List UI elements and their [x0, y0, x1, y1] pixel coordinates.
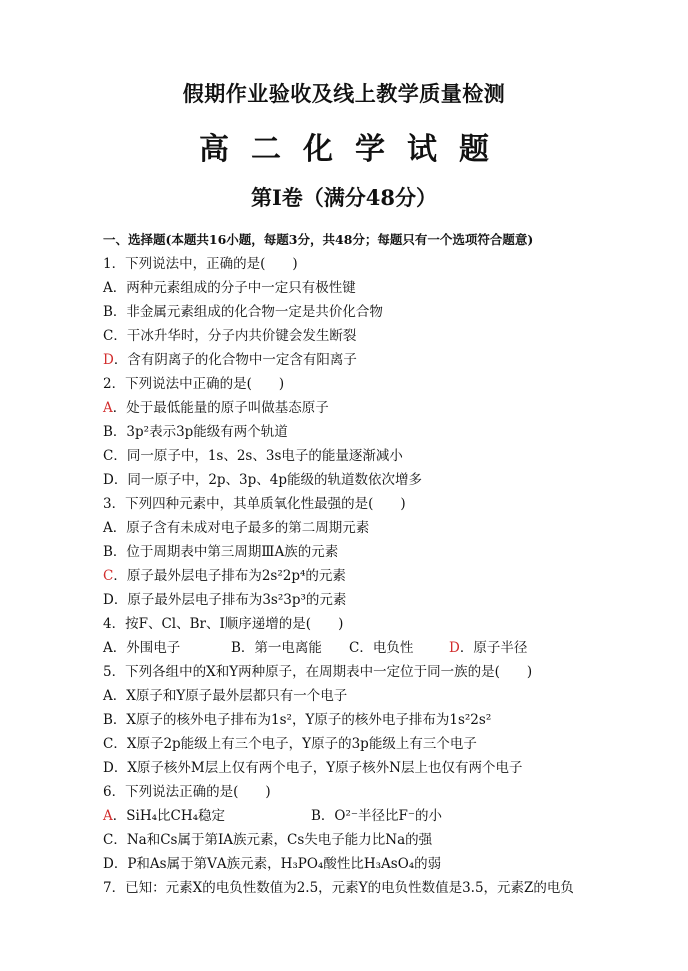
option — [449, 636, 527, 660]
option-text: ．原子最外层电子排布为2s²2p⁴的元素 — [113, 568, 346, 584]
subject-title: 高二化学试题 — [199, 132, 511, 167]
option: B．第一电离能 — [231, 640, 322, 656]
option — [103, 348, 663, 372]
option: D．X原子核外M层上仅有两个电子，Y原子核外N层上也仅有两个电子 — [103, 760, 523, 776]
question-stem: 5．下列各组中的X和Y两种原子，在周期表中一定位于同一族的是( ) — [103, 664, 533, 680]
option-text: ．SiH₄比CH₄稳定 — [112, 808, 226, 824]
option: D．同一原子中，2p、3p、4p能级的轨道数依次增多 — [103, 472, 423, 488]
option: C．X原子2p能级上有三个电子，Y原子的3p能级上有三个电子 — [103, 736, 477, 752]
option: C．干冰升华时，分子内共价键会发生断裂 — [103, 328, 357, 344]
answer-letter: C — [103, 568, 114, 584]
option: A．原子含有未成对电子最多的第二周期元素 — [103, 520, 370, 536]
option: A．X原子和Y原子最外层都只有一个电子 — [103, 688, 348, 704]
option: A．两种元素组成的分子中一定只有极性键 — [103, 280, 356, 296]
answer-letter: A — [103, 400, 113, 416]
option: D．P和As属于第ⅤA族元素，H₃PO₄酸性比H₃AsO₄的弱 — [103, 856, 442, 872]
question-list — [103, 252, 663, 900]
volume-title: 第Ⅰ卷（满分48分） — [250, 185, 438, 210]
section-heading: 一、选择题(本题共16小题，每题3分，共48分；每题只有一个选项符合题意) — [103, 232, 534, 247]
answer-letter: D — [103, 352, 114, 368]
option: C．同一原子中，1s、2s、3s电子的能量逐渐减小 — [103, 448, 403, 464]
option-text: ．含有阴离子的化合物中一定含有阳离子 — [113, 352, 357, 368]
option: C．Na和Cs属于第ⅠA族元素，Cs失电子能力比Na的强 — [103, 832, 433, 848]
option — [103, 804, 311, 828]
question-stem: 6．下列说法正确的是( ) — [103, 784, 271, 800]
answer-letter: D — [449, 640, 460, 656]
question-stem: 2．下列说法中正确的是( ) — [103, 376, 285, 392]
option-row — [103, 804, 663, 828]
option: D．原子最外层电子排布为3s²3p³的元素 — [103, 592, 347, 608]
question-stem: 7．已知：元素X的电负性数值为2.5，元素Y的电负性数值是3.5，元素Z的电负 — [103, 880, 574, 896]
option: B．非金属元素组成的化合物一定是共价化合物 — [103, 304, 383, 320]
answer-letter: A — [103, 808, 113, 824]
exam-title: 假期作业验收及线上教学质量检测 — [182, 81, 506, 106]
option — [103, 396, 663, 420]
option: B．O²⁻半径比F⁻的小 — [311, 808, 443, 824]
option: B．位于周期表中第三周期ⅢA族的元素 — [103, 544, 339, 560]
option-text: ．处于最低能量的原子叫做基态原子 — [112, 400, 329, 416]
option: B．3p²表示3p能级有两个轨道 — [103, 424, 288, 440]
option: C．电负性 — [349, 640, 414, 656]
option: A．外围电子 — [103, 640, 181, 656]
question-stem: 4．按F、Cl、Br、I顺序递增的是( ) — [103, 616, 344, 632]
option-text: ．原子半径 — [459, 640, 528, 656]
option: B．X原子的核外电子排布为1s²，Y原子的核外电子排布为1s²2s² — [103, 712, 492, 728]
option — [103, 564, 663, 588]
question-stem: 3．下列四种元素中，其单质氧化性最强的是( ) — [103, 496, 406, 512]
question-stem: 1．下列说法中，正确的是( ) — [103, 256, 298, 272]
option-row — [103, 636, 663, 660]
